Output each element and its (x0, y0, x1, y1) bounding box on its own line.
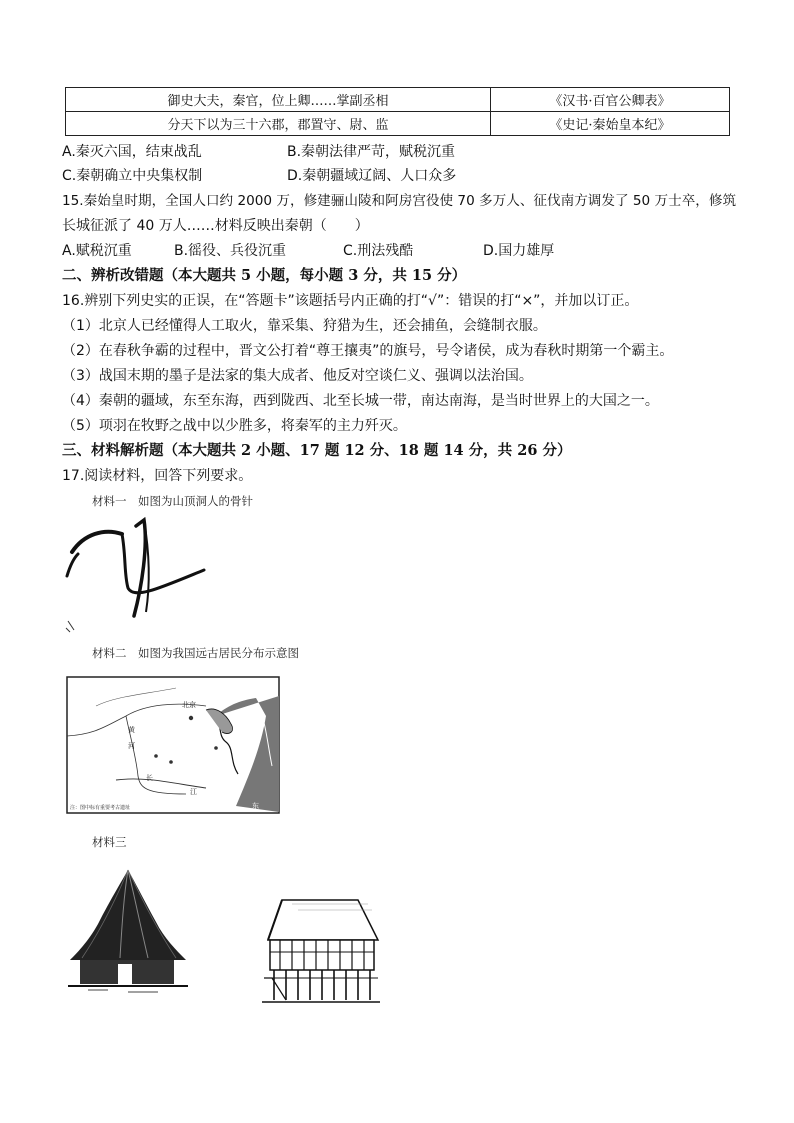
map-label-jiang: 江 (190, 788, 197, 796)
q16-item-1: （1）北京人已经懂得人工取火，靠采集、狩猎为生，还会捕鱼，会缝制衣服。 (62, 318, 547, 334)
bone-needle-image (64, 516, 214, 634)
q14-option-b: B.秦朝法律严苛，赋税沉重 (287, 144, 456, 160)
q15-option-c: C.刑法残酷 (343, 243, 414, 259)
source-table (65, 87, 730, 136)
thatched-hut-image (68, 864, 188, 1004)
map-note: 注：图中标有重要考古遗址 (70, 805, 131, 811)
q14-option-d: D.秦朝疆域辽阔、人口众多 (287, 168, 457, 184)
stilt-house-image (258, 894, 384, 1006)
table-row (66, 112, 730, 136)
q17-intro: 17.阅读材料，回答下列要求。 (62, 468, 253, 484)
table-cell-source: 《汉书·百官公卿表》 (491, 88, 730, 112)
q15-stem-line1: 15.秦始皇时期，全国人口约 2000 万，修建骊山陵和阿房宫役使 70 多万人、征伐南方调发了 50 万士卒，修筑 (62, 193, 737, 209)
map-label-he: 河 (128, 742, 135, 750)
table-cell-source: 《史记·秦始皇本纪》 (491, 112, 730, 136)
section2-heading: 二、辨析改错题（本大题共 5 小题，每小题 3 分，共 15 分） (62, 267, 467, 284)
map-label-beijing: 北京 (182, 701, 196, 709)
settlement-distribution-map (66, 676, 280, 814)
q14-option-c: C.秦朝确立中央集权制 (62, 168, 203, 184)
map-label-sea: 东 (252, 802, 259, 810)
table-cell-text: 御史大夫，秦官，位上卿……掌副丞相 (66, 88, 491, 112)
q14-option-a: A.秦灭六国，结束战乱 (62, 144, 202, 160)
section3-heading: 三、材料解析题（本大题共 2 小题、17 题 12 分、18 题 14 分，共 26 分） (62, 442, 572, 459)
q15-option-a: A.赋税沉重 (62, 243, 132, 259)
table-row (66, 88, 730, 112)
q15-option-d: D.国力雄厚 (483, 243, 555, 259)
material1-label: 材料一 如图为山顶洞人的骨针 (92, 494, 253, 508)
q16-item-2: （2）在春秋争霸的过程中，晋文公打着“尊王攘夷”的旗号，号令诸侯，成为春秋时期第一个霸主。 (62, 343, 674, 359)
q15-option-b: B.徭役、兵役沉重 (174, 243, 287, 259)
q15-stem-line2: 长城征派了 40 万人……材料反映出秦朝（ ） (62, 218, 369, 234)
q16-item-4: （4）秦朝的疆域，东至东海，西到陇西、北至长城一带，南达南海，是当时世界上的大国之一。 (62, 393, 659, 409)
map-label-huang: 黄 (128, 726, 135, 734)
map-label-chang: 长 (146, 774, 153, 782)
material2-label: 材料二 如图为我国远古居民分布示意图 (92, 646, 299, 660)
table-cell-text: 分天下以为三十六郡，郡置守、尉、监 (66, 112, 491, 136)
q16-intro: 16.辨别下列史实的正误，在“答题卡”该题括号内正确的打“√”：错误的打“×”，并加以订正。 (62, 293, 639, 309)
q16-item-5: （5）项羽在牧野之战中以少胜多，将秦军的主力歼灭。 (62, 418, 407, 434)
q16-item-3: （3）战国末期的墨子是法家的集大成者、他反对空谈仁义、强调以法治国。 (62, 368, 533, 384)
material3-label: 材料三 (92, 835, 127, 849)
